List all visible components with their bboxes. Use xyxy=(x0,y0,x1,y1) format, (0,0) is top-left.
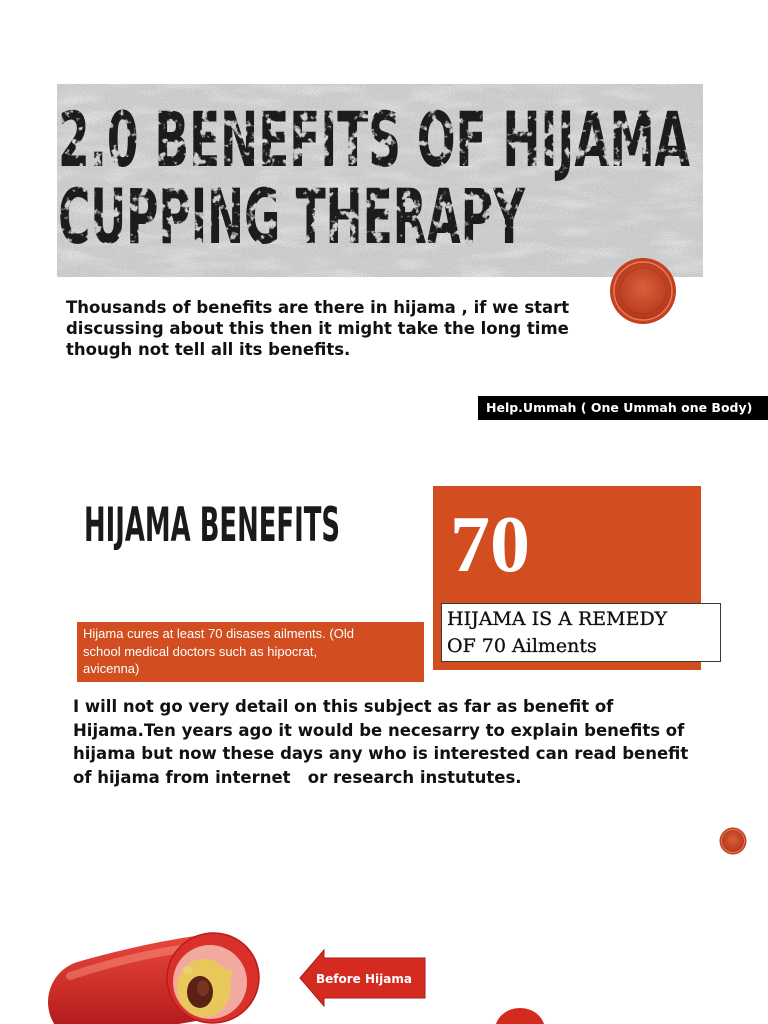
body-paragraph xyxy=(73,695,688,789)
title-line-2: CUPPING THERAPY xyxy=(58,172,526,261)
vessel-lumen-shade xyxy=(197,980,209,996)
footer-tag: Help.Ummah ( One Ummah one Body) xyxy=(478,396,768,420)
title-banner xyxy=(57,84,703,277)
vessel-plaque-blob xyxy=(183,966,193,974)
arrow-label: Before Hijama xyxy=(316,972,412,986)
body-line: I will not go very detail on this subject as far as benefit of xyxy=(73,697,614,716)
title-line-1: 2.0 BENEFITS OF HIJAMA xyxy=(58,95,691,184)
cupping-cup-icon xyxy=(719,827,747,855)
intro-paragraph xyxy=(66,297,569,360)
intro-line: though not tell all its benefits. xyxy=(66,340,351,359)
note-line: school medical doctors such as hipocrat, xyxy=(83,643,318,659)
partial-red-shape xyxy=(495,1008,545,1024)
cup-rim xyxy=(614,262,672,320)
heading-text: HIJAMA BENEFITS xyxy=(84,500,340,550)
cupping-cup-icon xyxy=(609,257,677,325)
note-line: avicenna) xyxy=(83,661,140,676)
vessel-plaque-blob xyxy=(219,969,233,979)
cup-rim xyxy=(722,830,745,853)
slide3-artwork xyxy=(0,900,768,1024)
note-callout xyxy=(77,622,424,682)
intro-line: Thousands of benefits are there in hijama , if we start xyxy=(66,298,570,317)
blood-vessel-icon xyxy=(70,926,266,1024)
big-number: 70 xyxy=(450,501,530,589)
remedy-line: HIJAMA IS A REMEDY xyxy=(447,608,668,630)
body-line: hijama but now these days any who is interested can read benefit xyxy=(73,744,689,763)
body-line: of hijama from internet or research instututes. xyxy=(73,767,522,787)
section-heading xyxy=(84,500,346,550)
note-line: Hijama cures at least 70 disases ailments. (Old xyxy=(83,626,354,641)
body-line: Hijama.Ten years ago it would be necesarry to explain benefits of xyxy=(73,720,685,740)
remedy-line: OF 70 Ailments xyxy=(447,635,597,657)
remedy-callout xyxy=(441,603,721,662)
intro-line: discussing about this then it might take the long time xyxy=(66,319,569,338)
